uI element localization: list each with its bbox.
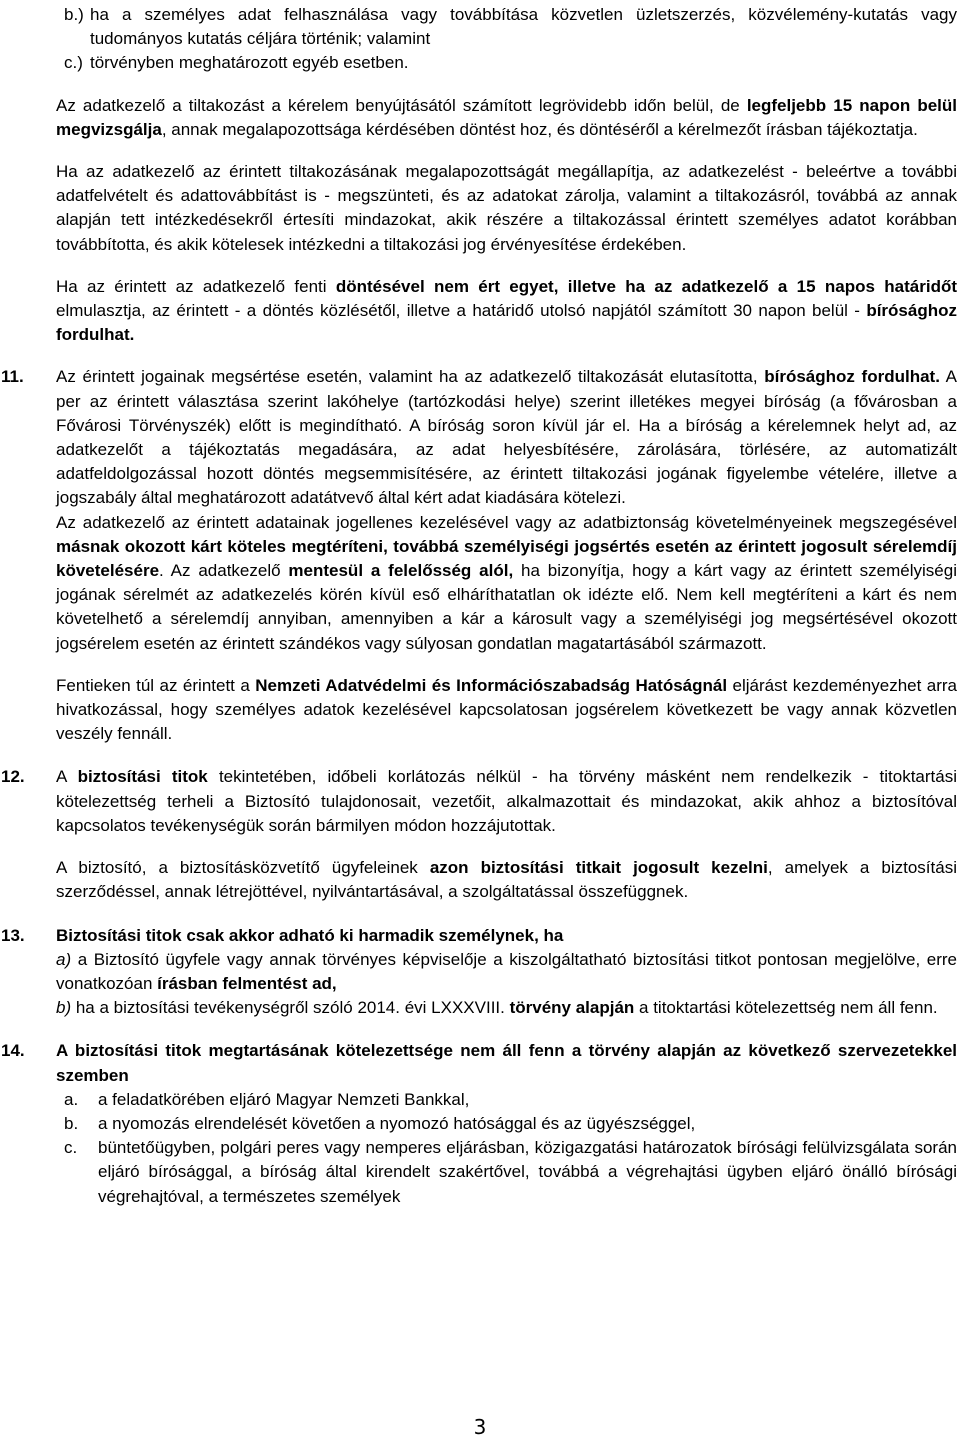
section-14-list [64,1088,957,1209]
section-14-heading: A biztosítási titok megtartásának kötelezettsége nem áll fenn a törvény alapján az következő szervezetekkel szemben [56,1041,957,1085]
section-11-paragraph-2: Az adatkezelő az érintett adatainak jogellenes kezelésével vagy az adatbiztonság követelményeinek megszegésével másnak okozott kárt köteles megtéríteni, továbbá személyiségi jogsértés esetén az érintett jogosult sérelemdíj követelésére. Az adatkezelő mentesül a felelősség alól, ha bizonyítja, hogy a kárt vagy az érintett személyiségi jogának sérelmét az adatkezelés körén kívül eső elháríthatatlan ok idézte elő. Nem kell megtéríteni a kárt és nem követelhető a sérelemdíj annyiban, amennyiben a kár a károsult vagy a személyiségi jog megsértésével okozott jogsérelem esetén az érintett szándékos vagy súlyosan gondatlan magatartásából származott. [56,512,957,653]
list-item [64,1136,957,1209]
page-number: 3 [473,1415,487,1439]
section-12-paragraph-1: A biztosítási titok tekintetében, időbeli korlátozás nélkül - ha törvény másként nem rendelkezik - titoktartási kötelezettség terheli a Biztosító tulajdonosait, vezetőit, alkalmazottait és mindazokat, akik ahhoz a biztosítóval kapcsolatos tevékenységük során bármilyen módon hozzájutottak. [56,767,957,835]
section-number: 14. [1,1041,25,1061]
section-13-heading: Biztosítási titok csak akkor adható ki harmadik személynek, ha [56,925,564,945]
list-item-text: a feladatkörében eljáró Magyar Nemzeti Bankkal, [98,1089,470,1109]
paragraph-court-appeal: Ha az érintett az adatkezelő fenti döntésével nem ért egyet, illetve ha az adatkezelő a 15 napos határidőt elmulasztja, az érintett - a döntés közlésétől, illetve a határidő utolsó napjától számított 30 napon belül - bírósághoz fordulhat. [56,276,957,345]
list-item-text: a nyomozás elrendelését követően a nyomozó hatósággal és az ügyészséggel, [98,1113,696,1133]
list-item-label: c. [64,1138,78,1158]
section-12 [0,765,957,904]
list-item [64,51,957,75]
section-14 [0,1039,957,1208]
paragraph-objection-grounded: Ha az adatkezelő az érintett tiltakozásának megalapozottságát megállapítja, az adatkezelést - beleértve a további adatfelvételt és adattovábbítást is - megszünteti, és az adatokat zárolja, valamint a tiltakozásról, továbbá az annak alapján tett intézkedésekről értesíti mindazokat, akik részére a tiltakozással érintett személyes adatot korábban továbbította, és akik kötelesek intézkedni a tiltakozási jog érvényesítése érdekében. [56,162,957,254]
list-item [64,3,957,51]
list-item-label: b. [64,1113,79,1133]
paragraph-objection-review: Az adatkezelő a tiltakozást a kérelem benyújtásától számított legrövidebb időn belül, de legfeljebb 15 napon belül megvizsgálja, annak megalapozottsága kérdésében döntést hoz, és döntéséről a kérelmezőt írásban tájékoztatja. [56,95,957,139]
list-item-label: c.) [64,53,83,73]
section-11 [0,365,957,746]
section-11-paragraph-1: Az érintett jogainak megsértése esetén, valamint ha az adatkezelő tiltakozását elutasította, bírósághoz fordulhat. A per az érintett választása szerint lakóhelye (tartózkodási helye) szerint illetékes megyei bíróság (a fővárosban a Fővárosi Törvényszék) előtt is megindítható. A bíróság soron kívül jár el. Ha a bíróság a kérelemnek helyt ad, az adatkezelőt a tájékoztatás megadására, az adat helyesbítésére, zárolására, törlésére, az automatizált adatfeldolgozással hozott döntés megsemmisítésére, az érintett tiltakozási jogának figyelembe vételére, illetve a jogszabály által meghatározott adatátvevő által kért adat kiadására kötelezi. [56,367,957,508]
section-13-condition-a: a) a Biztosító ügyfele vagy annak törvényes képviselője a kiszolgáltatható biztosítási titkot pontosan megjelölve, erre vonatkozóan írásban felmentést ad, [56,949,957,993]
section-number: 11. [1,367,24,387]
section-12-paragraph-2: A biztosító, a biztosításközvetítő ügyfeleinek azon biztosítási titkait jogosult kezelni, amelyek a biztosítási szerződéssel, annak létrejöttével, nyilvántartásával, a szolgáltatással összefüggnek. [56,858,957,902]
section-11-paragraph-3: Fentieken túl az érintett a Nemzeti Adatvédelmi és Információszabadság Hatóságnál eljárást kezdeményezhet arra hivatkozással, hogy személyes adatok kezelésével kapcsolatosan jogsérelem következett be vagy annak közvetlen veszély fennáll. [56,675,958,744]
list-item [64,1088,957,1112]
continued-list [64,3,957,76]
list-item-label: b.) [64,5,84,24]
document-page [0,3,960,1437]
section-13-condition-b: b) ha a biztosítási tevékenységről szóló 2014. évi LXXXVIII. törvény alapján a titoktartási kötelezettség nem áll fenn. [56,998,938,1018]
list-item [64,1112,957,1136]
section-number: 13. [1,925,25,945]
section-13 [0,924,957,1021]
list-item-text: ha a személyes adat felhasználása vagy továbbítása közvetlen üzletszerzés, közvélemény-kutatás vagy tudományos kutatás céljára történik; valamint [90,5,957,49]
list-item-text: törvényben meghatározott egyéb esetben. [90,53,409,73]
list-item-text: büntetőügyben, polgári peres vagy nemperes eljárásban, közigazgatási határozatok bírósági felülvizsgálata során eljáró bírósággal, a bíróság által kirendelt szakértővel, továbbá a végrehajtási ügyben eljáró önálló bírósági végrehajtóval, a természetes személyek [98,1138,957,1206]
list-item-label: a. [64,1089,79,1109]
section-number: 12. [1,767,25,787]
